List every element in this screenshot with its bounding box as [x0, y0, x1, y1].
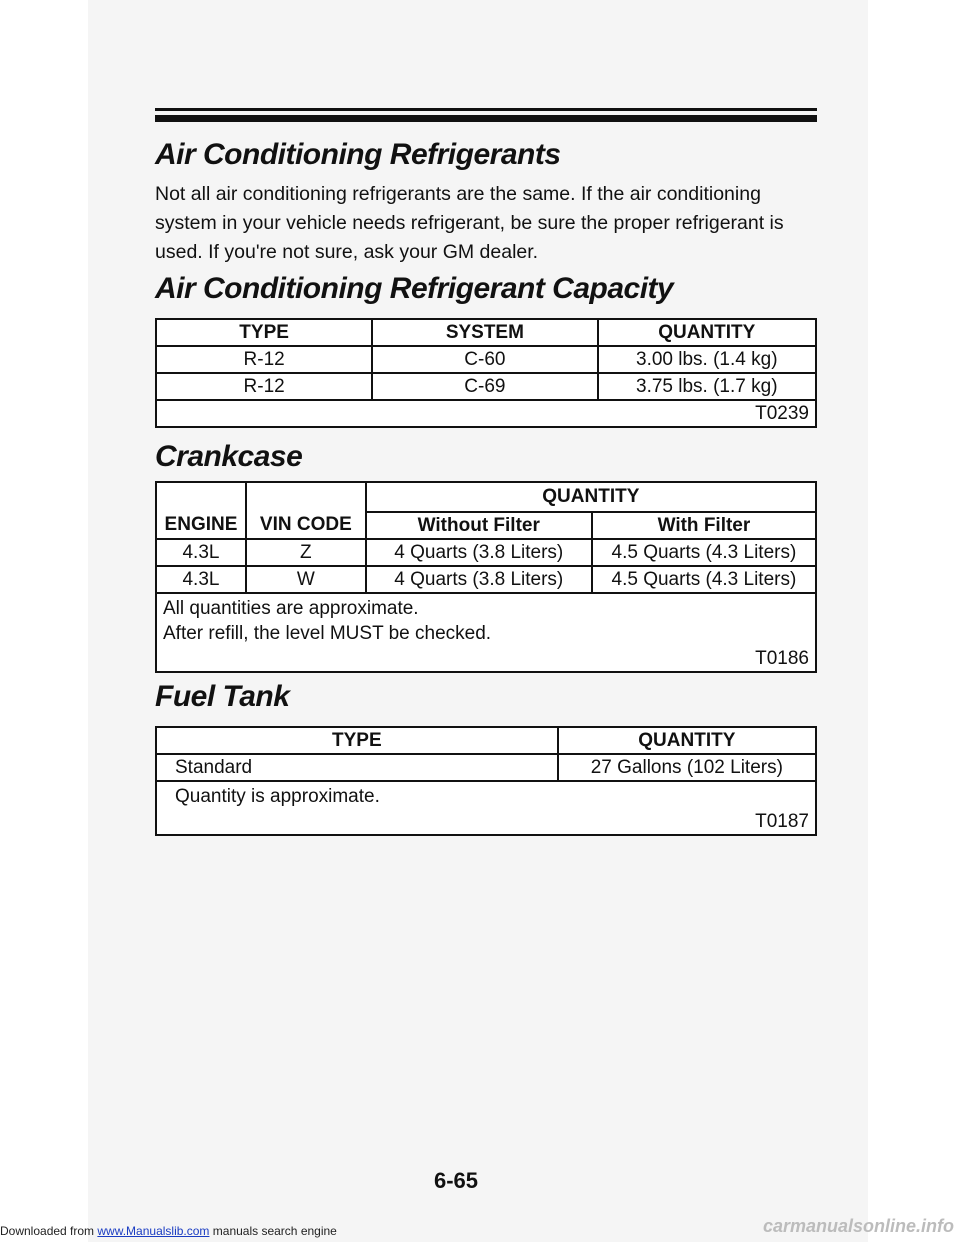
table-code: T0239 — [156, 400, 816, 427]
cell-without-filter: 4 Quarts (3.8 Liters) — [366, 566, 592, 593]
col-header-engine: ENGINE — [156, 482, 246, 539]
footer-prefix: Downloaded from — [0, 1224, 98, 1238]
table-row — [156, 373, 816, 400]
cell-vin: Z — [246, 539, 366, 566]
col-header-type: TYPE — [156, 319, 372, 346]
cell-quantity: 27 Gallons (102 Liters) — [558, 754, 816, 781]
table-note — [156, 781, 816, 835]
cell-type: Standard — [156, 754, 558, 781]
cell-type: R-12 — [156, 346, 372, 373]
table-header-row — [156, 727, 816, 754]
col-header-system: SYSTEM — [372, 319, 597, 346]
section-rule — [155, 108, 817, 122]
cell-vin: W — [246, 566, 366, 593]
table-header-row — [156, 319, 816, 346]
col-header-quantity: QUANTITY — [366, 482, 816, 512]
table-row — [156, 539, 816, 566]
cell-without-filter: 4 Quarts (3.8 Liters) — [366, 539, 592, 566]
download-footer — [0, 1224, 337, 1238]
capacity-table — [155, 318, 817, 428]
col-header-without-filter: Without Filter — [366, 512, 592, 539]
cell-type: R-12 — [156, 373, 372, 400]
heading-fuel-tank: Fuel Tank — [155, 680, 290, 713]
heading-crankcase: Crankcase — [155, 440, 303, 473]
cell-engine: 4.3L — [156, 539, 246, 566]
table-header-row — [156, 482, 816, 512]
footer-suffix: manuals search engine — [209, 1224, 337, 1238]
cell-quantity: 3.75 lbs. (1.7 kg) — [598, 373, 816, 400]
col-header-quantity: QUANTITY — [598, 319, 816, 346]
note-line: After refill, the level MUST be checked. — [163, 623, 492, 644]
table-row — [156, 566, 816, 593]
table-note — [156, 593, 816, 672]
col-header-vin-code: VIN CODE — [246, 482, 366, 539]
watermark: carmanualsonline.info — [762, 1216, 954, 1236]
page-number: 6-65 — [434, 1168, 479, 1193]
col-header-type: TYPE — [156, 727, 558, 754]
cell-with-filter: 4.5 Quarts (4.3 Liters) — [592, 539, 816, 566]
cell-with-filter: 4.5 Quarts (4.3 Liters) — [592, 566, 816, 593]
fuel-tank-table — [155, 726, 817, 836]
table-row — [156, 754, 816, 781]
note-line: All quantities are approximate. — [163, 598, 419, 619]
table-note-row — [156, 781, 816, 835]
note-line: Quantity is approximate. — [175, 786, 380, 807]
refrigerants-paragraph: Not all air conditioning refrigerants are the same. If the air conditioning system in your vehicle needs refrigerant, be sure the proper refrigerant is used. If you're not sure, ask your GM dealer. — [155, 183, 784, 263]
heading-refrigerants: Air Conditioning Refrigerants — [155, 138, 561, 171]
table-note-row — [156, 593, 816, 672]
table-row — [156, 346, 816, 373]
cell-system: C-60 — [372, 346, 597, 373]
col-header-with-filter: With Filter — [592, 512, 816, 539]
col-header-quantity: QUANTITY — [558, 727, 816, 754]
cell-engine: 4.3L — [156, 566, 246, 593]
cell-quantity: 3.00 lbs. (1.4 kg) — [598, 346, 816, 373]
table-code-row — [156, 400, 816, 427]
crankcase-table — [155, 481, 817, 673]
cell-system: C-69 — [372, 373, 597, 400]
manualslib-link[interactable]: www.Manualslib.com — [97, 1224, 210, 1238]
heading-capacity: Air Conditioning Refrigerant Capacity — [155, 272, 674, 305]
table-code: T0187 — [755, 811, 809, 832]
table-code: T0186 — [755, 648, 809, 669]
